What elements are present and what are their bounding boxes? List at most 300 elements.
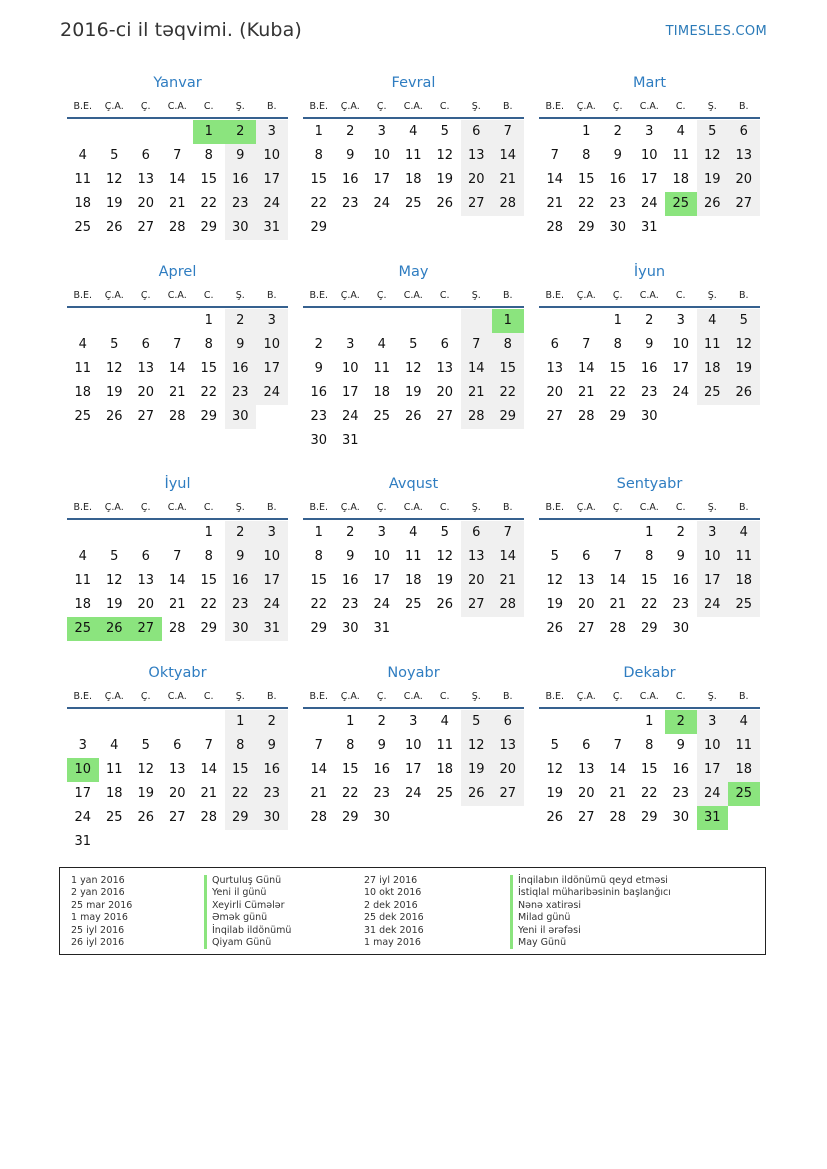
header-divider [303, 518, 524, 520]
day-cell: 11 [672, 148, 690, 163]
holiday-date: 25 iyl 2016 [71, 924, 125, 936]
weekday-label: Ç. [612, 690, 623, 702]
day-cell: 27 [577, 621, 595, 636]
day-cell: 9 [676, 549, 685, 564]
day-cell: 1 [492, 309, 524, 333]
week-row [303, 593, 524, 617]
week-row [303, 357, 524, 381]
holiday-name: İstiqlal müharibəsinin başlanğıcı [510, 887, 671, 899]
day-cell: 2 [225, 521, 257, 545]
day-cell: 3 [697, 710, 729, 734]
header-divider [539, 306, 760, 308]
day-cell: 3 [256, 309, 288, 333]
week-row [67, 333, 288, 357]
day-cell: 23 [341, 597, 359, 612]
week-row [539, 381, 760, 405]
day-cell: 6 [440, 337, 449, 352]
weekday-label: B.E. [73, 501, 93, 513]
month-i̇yul [67, 472, 288, 641]
day-cell: 23 [225, 593, 257, 617]
day-cell: 15 [310, 172, 328, 187]
holiday-date: 25 mar 2016 [71, 899, 133, 911]
day-cell: 20 [137, 385, 155, 400]
day-cell: 1 [204, 313, 213, 328]
day-cell: 28 [492, 593, 524, 617]
day-cell: 28 [310, 810, 328, 825]
month-aprel [67, 260, 288, 429]
weekday-label: Ç.A. [576, 100, 596, 112]
day-cell: 13 [461, 545, 493, 569]
day-cell: 29 [341, 810, 359, 825]
day-cell: 5 [141, 738, 150, 753]
day-cell: 3 [409, 714, 418, 729]
empty-day-cell [602, 710, 634, 734]
day-cell: 23 [373, 786, 391, 801]
week-row [303, 545, 524, 569]
day-cell: 19 [105, 597, 123, 612]
empty-day-cell [539, 309, 571, 333]
weekday-label: C.A. [167, 289, 187, 301]
week-row [67, 192, 288, 216]
day-cell: 4 [440, 714, 449, 729]
day-cell: 27 [137, 409, 155, 424]
day-cell: 11 [404, 549, 422, 564]
empty-day-cell [398, 216, 430, 240]
month-i̇yun [539, 260, 760, 429]
week-row [303, 734, 524, 758]
day-cell: 7 [613, 738, 622, 753]
empty-day-cell [162, 309, 194, 333]
day-cell: 26 [461, 782, 493, 806]
day-cell: 22 [492, 381, 524, 405]
day-cell: 2 [676, 525, 685, 540]
day-cell: 18 [74, 385, 92, 400]
weekday-label: C.A. [403, 690, 423, 702]
week-row [303, 782, 524, 806]
day-cell: 30 [225, 405, 257, 429]
day-cell: 10 [67, 758, 99, 782]
week-row [303, 144, 524, 168]
empty-day-cell [665, 405, 697, 429]
day-cell: 2 [613, 124, 622, 139]
day-cell: 24 [697, 782, 729, 806]
day-cell: 9 [314, 361, 323, 376]
holiday-name: Yeni il günü [204, 887, 291, 899]
day-cell: 20 [168, 786, 186, 801]
weekday-label: Ç.A. [104, 690, 124, 702]
weekday-label: C. [675, 289, 686, 301]
week-row [67, 357, 288, 381]
weekday-label: Ş. [707, 289, 717, 301]
day-cell: 12 [546, 762, 564, 777]
day-cell: 5 [461, 710, 493, 734]
day-cell: 8 [314, 148, 323, 163]
day-cell: 7 [550, 148, 559, 163]
day-cell: 3 [346, 337, 355, 352]
day-cell: 8 [346, 738, 355, 753]
day-cell: 7 [613, 549, 622, 564]
day-cell: 21 [577, 385, 595, 400]
weekday-label: B.E. [309, 100, 329, 112]
day-cell: 26 [546, 810, 564, 825]
week-row [539, 545, 760, 569]
weekday-label: Ç.A. [576, 289, 596, 301]
day-cell: 28 [577, 409, 595, 424]
holiday-name: Qurtuluş Günü [204, 875, 291, 887]
day-cell: 26 [436, 597, 454, 612]
day-cell: 24 [404, 786, 422, 801]
day-cell: 15 [200, 361, 218, 376]
weekday-label: Ç. [376, 100, 387, 112]
day-cell: 27 [168, 810, 186, 825]
week-row [67, 617, 288, 641]
weekday-label: C. [675, 501, 686, 513]
empty-day-cell [398, 806, 430, 830]
week-row [67, 381, 288, 405]
day-cell: 14 [461, 357, 493, 381]
day-cell: 18 [404, 573, 422, 588]
weekday-label: Ç. [140, 289, 151, 301]
day-cell: 21 [609, 597, 627, 612]
day-cell: 6 [550, 337, 559, 352]
holiday-name: İnqilabın ildönümü qeyd etməsi [510, 875, 671, 887]
day-cell: 17 [640, 172, 658, 187]
days-grid [303, 309, 524, 453]
month-dekabr [539, 661, 760, 830]
day-cell: 25 [436, 786, 454, 801]
day-cell: 24 [697, 593, 729, 617]
day-cell: 8 [225, 734, 257, 758]
weekday-label: C.A. [639, 289, 659, 301]
day-cell: 19 [697, 168, 729, 192]
empty-day-cell [665, 216, 697, 240]
day-cell: 29 [310, 220, 328, 235]
day-cell: 14 [577, 361, 595, 376]
day-cell: 16 [341, 172, 359, 187]
empty-day-cell [461, 429, 493, 453]
weekday-label: C.A. [639, 100, 659, 112]
weekday-header [303, 95, 524, 117]
day-cell: 26 [728, 381, 760, 405]
empty-day-cell [728, 405, 760, 429]
month-title: Fevral [391, 75, 436, 91]
weekday-label: Ç. [612, 100, 623, 112]
day-cell: 22 [200, 597, 218, 612]
empty-day-cell [162, 710, 194, 734]
holiday-name: Yeni il ərəfəsi [510, 925, 671, 937]
day-cell: 12 [697, 144, 729, 168]
day-cell: 9 [645, 337, 654, 352]
day-cell: 2 [665, 710, 697, 734]
day-cell: 19 [436, 172, 454, 187]
week-row [539, 569, 760, 593]
header-divider [539, 707, 760, 709]
day-cell: 9 [225, 545, 257, 569]
week-row [67, 144, 288, 168]
day-cell: 11 [697, 333, 729, 357]
day-cell: 16 [310, 385, 328, 400]
day-cell: 26 [137, 810, 155, 825]
week-row [67, 309, 288, 333]
weekday-label: B. [502, 289, 513, 301]
day-cell: 8 [204, 148, 213, 163]
day-cell: 6 [141, 549, 150, 564]
day-cell: 3 [377, 525, 386, 540]
day-cell: 15 [640, 762, 658, 777]
day-cell: 4 [697, 309, 729, 333]
empty-day-cell [335, 309, 367, 333]
day-cell: 25 [74, 220, 92, 235]
day-cell: 22 [640, 597, 658, 612]
week-row [303, 429, 524, 453]
weekday-label: B.E. [73, 289, 93, 301]
day-cell: 9 [676, 738, 685, 753]
day-cell: 14 [310, 762, 328, 777]
day-cell: 21 [492, 168, 524, 192]
day-cell: 30 [672, 810, 690, 825]
day-cell: 3 [645, 124, 654, 139]
day-cell: 20 [577, 786, 595, 801]
week-row [539, 758, 760, 782]
empty-day-cell [571, 521, 603, 545]
day-cell: 21 [168, 597, 186, 612]
day-cell: 22 [225, 782, 257, 806]
day-cell: 3 [377, 124, 386, 139]
day-cell: 28 [168, 409, 186, 424]
day-cell: 6 [582, 549, 591, 564]
empty-day-cell [571, 309, 603, 333]
empty-day-cell [130, 830, 162, 854]
month-title: Noyabr [387, 665, 440, 681]
day-cell: 15 [577, 172, 595, 187]
day-cell: 3 [697, 521, 729, 545]
day-cell: 13 [461, 144, 493, 168]
holiday-name: Nənə xatirəsi [510, 900, 671, 912]
weekday-label: Ç. [376, 501, 387, 513]
month-title: Dekabr [623, 665, 676, 681]
empty-day-cell [366, 309, 398, 333]
day-cell: 24 [373, 597, 391, 612]
days-grid [303, 710, 524, 830]
day-cell: 8 [204, 549, 213, 564]
day-cell: 15 [492, 357, 524, 381]
day-cell: 20 [492, 758, 524, 782]
day-cell: 11 [105, 762, 123, 777]
day-cell: 5 [440, 124, 449, 139]
weekday-label: Ç. [376, 690, 387, 702]
day-cell: 8 [645, 738, 654, 753]
weekday-label: Ş. [471, 100, 481, 112]
weekday-label: C.A. [639, 690, 659, 702]
day-cell: 27 [137, 220, 155, 235]
day-cell: 1 [582, 124, 591, 139]
empty-day-cell [67, 120, 99, 144]
day-cell: 12 [105, 361, 123, 376]
day-cell: 15 [200, 573, 218, 588]
day-cell: 22 [341, 786, 359, 801]
day-cell: 11 [373, 361, 391, 376]
day-cell: 21 [546, 196, 564, 211]
day-cell: 12 [728, 333, 760, 357]
day-cell: 4 [377, 337, 386, 352]
holiday-date: 1 yan 2016 [71, 875, 125, 886]
day-cell: 14 [546, 172, 564, 187]
day-cell: 15 [310, 573, 328, 588]
empty-day-cell [398, 617, 430, 641]
week-row [67, 120, 288, 144]
day-cell: 20 [577, 597, 595, 612]
day-cell: 19 [404, 385, 422, 400]
weekday-label: C.A. [403, 501, 423, 513]
week-row [539, 710, 760, 734]
empty-day-cell [539, 710, 571, 734]
day-cell: 18 [672, 172, 690, 187]
day-cell: 17 [404, 762, 422, 777]
day-cell: 2 [346, 124, 355, 139]
weekday-label: C.A. [167, 690, 187, 702]
day-cell: 21 [461, 381, 493, 405]
empty-day-cell [492, 216, 524, 240]
day-cell: 4 [78, 337, 87, 352]
weekday-label: Ç. [612, 501, 623, 513]
week-row [303, 168, 524, 192]
empty-day-cell [162, 830, 194, 854]
week-row [303, 758, 524, 782]
holiday-name: May Günü [510, 937, 671, 949]
day-cell: 29 [609, 409, 627, 424]
day-cell: 10 [404, 738, 422, 753]
day-cell: 1 [613, 313, 622, 328]
day-cell: 18 [728, 569, 760, 593]
day-cell: 31 [256, 216, 288, 240]
weekday-label: B. [266, 690, 277, 702]
day-cell: 31 [74, 834, 92, 849]
holiday-date: 2 yan 2016 [71, 887, 125, 899]
month-title: Sentyabr [616, 476, 683, 492]
month-sentyabr [539, 472, 760, 641]
day-cell: 28 [168, 621, 186, 636]
day-cell: 28 [609, 810, 627, 825]
brand-link[interactable]: TIMESLES.COM [665, 24, 767, 39]
weekday-label: B.E. [545, 690, 565, 702]
day-cell: 27 [728, 192, 760, 216]
week-row [303, 710, 524, 734]
day-cell: 19 [137, 786, 155, 801]
holiday-names-column-2 [510, 875, 671, 949]
day-cell: 7 [582, 337, 591, 352]
day-cell: 22 [577, 196, 595, 211]
day-cell: 28 [461, 405, 493, 429]
weekday-header [67, 284, 288, 306]
day-cell: 11 [74, 361, 92, 376]
day-cell: 11 [74, 573, 92, 588]
empty-day-cell [130, 309, 162, 333]
day-cell: 28 [168, 220, 186, 235]
empty-day-cell [492, 806, 524, 830]
day-cell: 10 [640, 148, 658, 163]
month-title: Avqust [388, 476, 439, 492]
day-cell: 12 [436, 148, 454, 163]
week-row [539, 617, 760, 641]
day-cell: 31 [373, 621, 391, 636]
weekday-header [303, 496, 524, 518]
week-row [67, 830, 288, 854]
day-cell: 29 [492, 405, 524, 429]
holiday-date: 10 okt 2016 [364, 887, 422, 899]
empty-day-cell [99, 710, 131, 734]
day-cell: 26 [404, 409, 422, 424]
month-title: Aprel [158, 264, 197, 280]
weekday-label: C. [439, 100, 450, 112]
week-row [67, 569, 288, 593]
day-cell: 14 [609, 762, 627, 777]
weekday-label: Ç.A. [576, 690, 596, 702]
day-cell: 14 [492, 144, 524, 168]
week-row [539, 216, 760, 240]
weekday-header [539, 284, 760, 306]
empty-day-cell [162, 521, 194, 545]
week-row [539, 593, 760, 617]
week-row [539, 806, 760, 830]
day-cell: 16 [640, 361, 658, 376]
week-row [303, 309, 524, 333]
day-cell: 30 [256, 806, 288, 830]
day-cell: 8 [492, 333, 524, 357]
weekday-header [539, 95, 760, 117]
day-cell: 22 [310, 196, 328, 211]
day-cell: 4 [78, 148, 87, 163]
day-cell: 31 [640, 220, 658, 235]
holiday-names-column-1 [204, 875, 291, 949]
day-cell: 10 [256, 333, 288, 357]
day-cell: 11 [436, 738, 454, 753]
day-cell: 20 [728, 168, 760, 192]
day-cell: 13 [137, 361, 155, 376]
weekday-label: C. [439, 690, 450, 702]
day-cell: 9 [256, 734, 288, 758]
day-cell: 23 [310, 409, 328, 424]
week-row [539, 333, 760, 357]
day-cell: 31 [697, 806, 729, 830]
weekday-label: Ç. [140, 501, 151, 513]
day-cell: 21 [310, 786, 328, 801]
day-cell: 22 [200, 385, 218, 400]
day-cell: 10 [672, 337, 690, 352]
month-oktyabr [67, 661, 288, 854]
day-cell: 3 [256, 120, 288, 144]
empty-day-cell [130, 521, 162, 545]
month-title: Oktyabr [148, 665, 207, 681]
week-row [303, 521, 524, 545]
day-cell: 11 [74, 172, 92, 187]
weekday-label: C. [439, 501, 450, 513]
day-cell: 8 [204, 337, 213, 352]
days-grid [67, 710, 288, 854]
day-cell: 4 [110, 738, 119, 753]
week-row [539, 782, 760, 806]
day-cell: 5 [440, 525, 449, 540]
empty-day-cell [697, 617, 729, 641]
week-row [303, 381, 524, 405]
day-cell: 15 [640, 573, 658, 588]
weekday-header [67, 496, 288, 518]
week-row [303, 333, 524, 357]
empty-day-cell [728, 806, 760, 830]
week-row [539, 144, 760, 168]
weekday-label: B. [502, 100, 513, 112]
day-cell: 29 [640, 810, 658, 825]
day-cell: 8 [645, 549, 654, 564]
